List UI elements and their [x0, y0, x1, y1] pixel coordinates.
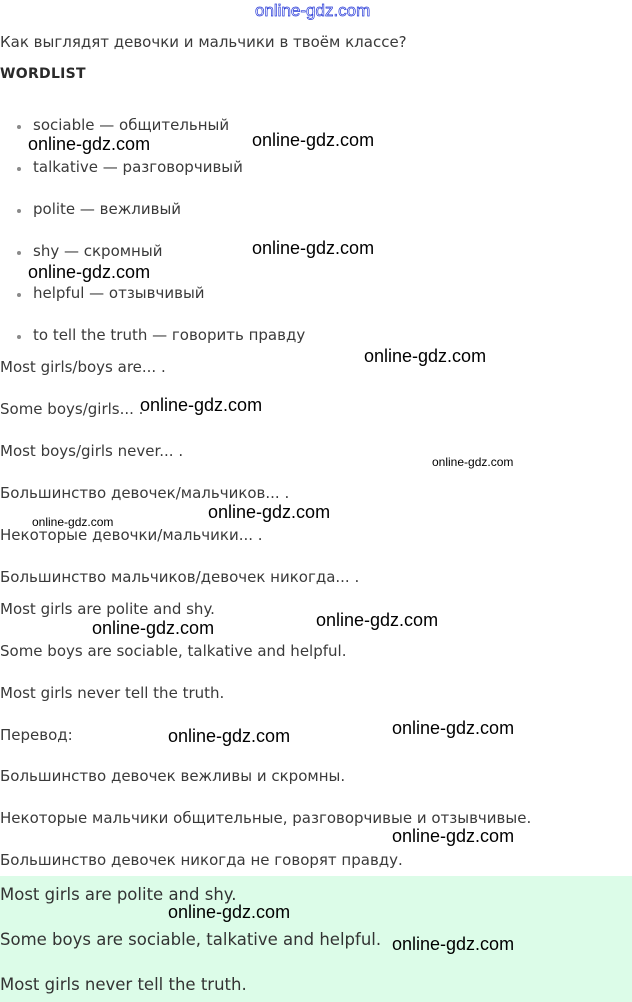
watermark-text[interactable]: online-gdz.com [392, 826, 515, 846]
watermark-text[interactable]: online-gdz.com [392, 934, 515, 954]
answer-line: Most girls never tell the truth. [0, 684, 225, 702]
watermark-text[interactable]: online-gdz.com [208, 502, 331, 522]
watermark-text[interactable]: online-gdz.com [252, 130, 375, 150]
bullet-icon [17, 335, 21, 339]
wordlist-heading: WORDLIST [0, 66, 86, 82]
template-line: Most boys/girls never... . [0, 442, 184, 460]
bullet-icon [17, 209, 21, 213]
translation-line: Большинство девочек вежливы и скромны. [0, 767, 346, 785]
template-line: Most girls/boys are... . [0, 358, 166, 376]
question-text: Как выглядят девочки и мальчики в твоём классе? [0, 33, 407, 51]
wordlist-item: polite — вежливый [33, 200, 182, 218]
highlighted-answer-line: Most girls are polite and shy. [0, 885, 237, 904]
watermark-text[interactable]: online-gdz.com [432, 455, 514, 469]
answer-line: Some boys are sociable, talkative and helpful. [0, 642, 347, 660]
bullet-icon [17, 251, 21, 255]
template-line: Большинство девочек/мальчиков... . [0, 484, 290, 502]
watermark-text[interactable]: online-gdz.com [168, 902, 291, 922]
wordlist-item: to tell the truth — говорить правду [33, 326, 306, 344]
wordlist-item: talkative — разговорчивый [33, 158, 243, 176]
watermark-text[interactable]: online-gdz.com [364, 346, 487, 366]
highlighted-answer-line: Most girls never tell the truth. [0, 975, 247, 994]
wordlist-item: helpful — отзывчивый [33, 284, 205, 302]
wordlist-item: shy — скромный [33, 242, 163, 260]
watermark-top[interactable]: online-gdz.com [255, 1, 371, 20]
template-line: Большинство мальчиков/девочек никогда... . [0, 568, 360, 586]
watermark-text[interactable]: online-gdz.com [140, 395, 263, 415]
bullet-icon [17, 125, 21, 129]
bullet-icon [17, 167, 21, 171]
translation-label: Перевод: [0, 726, 73, 744]
highlighted-answer-line: Some boys are sociable, talkative and helpful. [0, 930, 382, 949]
bullet-icon [17, 293, 21, 297]
watermark-text[interactable]: online-gdz.com [32, 515, 114, 529]
watermark-text[interactable]: online-gdz.com [316, 610, 439, 630]
wordlist-item: sociable — общительный [33, 116, 230, 134]
watermark-text[interactable]: online-gdz.com [28, 262, 151, 282]
translation-line: Большинство девочек никогда не говорят правду. [0, 851, 403, 869]
template-line: Некоторые девочки/мальчики... . [0, 526, 263, 544]
watermark-text[interactable]: online-gdz.com [168, 726, 291, 746]
translation-line: Некоторые мальчики общительные, разговорчивые и отзывчивые. [0, 809, 532, 827]
template-line: Some boys/girls... . [0, 400, 144, 418]
watermark-text[interactable]: online-gdz.com [28, 134, 151, 154]
answer-line: Most girls are polite and shy. [0, 600, 215, 618]
watermark-text[interactable]: online-gdz.com [92, 618, 215, 638]
watermark-text[interactable]: online-gdz.com [252, 238, 375, 258]
watermark-text[interactable]: online-gdz.com [392, 718, 515, 738]
